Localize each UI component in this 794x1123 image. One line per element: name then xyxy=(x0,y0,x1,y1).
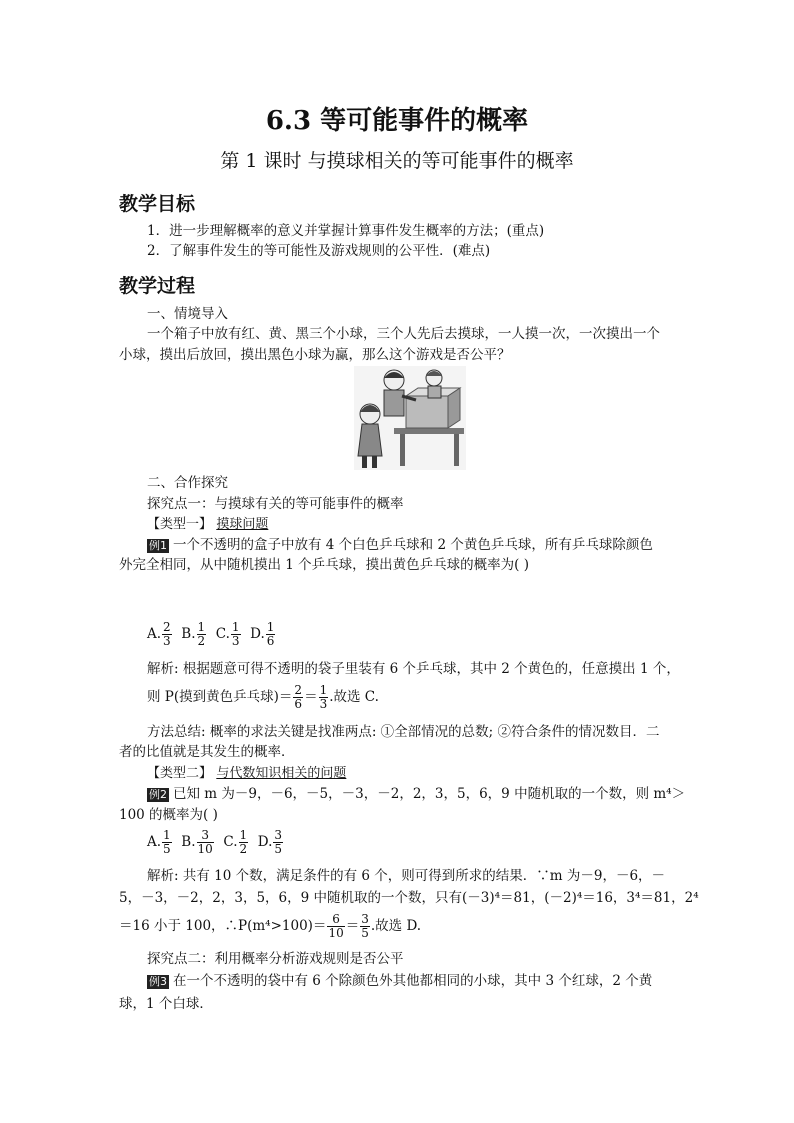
solution-1-line-1: 解析: 根据题意可得不透明的袋子里装有 6 个乒乓球，其中 2 个黄色的，任意摸出 1 个， xyxy=(147,661,680,677)
option-c-label: C. xyxy=(215,626,230,642)
intro-text-line-1: 一个箱子中放有红、黄、黑三个小球，三个人先后去摸球，一人摸一次，一次摸出一个 xyxy=(147,326,660,342)
option-b-label: B. xyxy=(181,626,196,642)
solution-2-text-b: .故选 D. xyxy=(370,918,422,934)
solution-2-fraction-2: $\frac{3}{5}$ xyxy=(361,912,369,940)
method-summary-line-2: 者的比值就是其发生的概率． xyxy=(119,744,295,760)
solution-2-fraction-1: $\frac{6}{10}$ xyxy=(328,912,344,940)
type-1-tag: 【类型一】 xyxy=(147,517,213,532)
example-3-line-2: 球，1 个白球． xyxy=(119,996,213,1012)
example-3-badge: 例3 xyxy=(149,975,167,988)
type-2-title: 与代数知识相关的问题 xyxy=(216,766,347,781)
solution-2-line-2: 5，－3，－2，2，3，5，6，9 中随机取的一个数，只有(－3)⁴＝81，(－2)⁴＝16，3⁴＝81，2⁴ xyxy=(119,890,699,906)
solution-2-line-1: 解析: 共有 10 个数，满足条件的有 6 个，则可得到所求的结果．∵m 为－9，－6，－ xyxy=(147,868,666,884)
example-2-line-2: 100 的概率为( ) xyxy=(119,807,218,823)
type-2-header xyxy=(147,764,346,783)
example-1-text: 一个不透明的盒子中放有 4 个白色乒乓球和 2 个黄色乒乓球，所有乒乓球除颜色 xyxy=(173,537,653,553)
option-c-fraction: $\frac{1}{2}$ xyxy=(239,828,248,856)
intro-text-line-2: 小球，摸出后放回，摸出黑色小球为赢，那么这个游戏是否公平？ xyxy=(119,347,511,363)
option-a-fraction: $\frac{2}{3}$ xyxy=(163,620,171,648)
children-drawing-ball-illustration xyxy=(354,366,466,470)
solution-1-fraction-2: $\frac{1}{3}$ xyxy=(319,683,328,711)
type-1-header xyxy=(147,515,268,534)
solution-1-line-2 xyxy=(147,684,379,711)
goal-item-1: 1．进一步理解概率的意义并掌握计算事件发生概率的方法；(重点) xyxy=(147,223,545,239)
option-b-fraction: $\frac{3}{10}$ xyxy=(197,828,213,856)
option-d-label: D. xyxy=(250,626,265,642)
example-3-text: 在一个不透明的袋中有 6 个除颜色外其他都相同的小球，其中 3 个红球，2 个黄 xyxy=(173,973,653,989)
explore-point-2: 探究点二：利用概率分析游戏规则是否公平 xyxy=(147,951,404,967)
option-c-label: C. xyxy=(223,834,238,850)
option-a-label: A. xyxy=(147,834,162,850)
option-a-fraction: $\frac{1}{5}$ xyxy=(163,828,171,856)
goal-item-2: 2．了解事件发生的等可能性及游戏规则的公平性．(难点) xyxy=(147,243,491,259)
solution-2-equals: ＝ xyxy=(345,918,360,934)
option-d-label: D. xyxy=(257,834,273,850)
goals-heading: 教学目标 xyxy=(119,193,196,215)
page-subtitle: 第 1 课时 与摸球相关的等可能事件的概率 xyxy=(220,150,574,172)
option-c-fraction: $\frac{1}{3}$ xyxy=(231,620,240,648)
solution-2-text-a: ＝16 小于 100，∴P(m⁴>100)＝ xyxy=(119,918,327,934)
example-1-line-2: 外完全相同，从中随机摸出 1 个乒乓球，摸出黄色乒乓球的概率为( ) xyxy=(119,557,529,573)
example-1-line-1 xyxy=(147,536,653,554)
example-1-badge: 例1 xyxy=(149,539,167,552)
example-2-badge: 例2 xyxy=(149,788,167,801)
page-title: 6.3 等可能事件的概率 xyxy=(265,106,529,136)
option-d-fraction: $\frac{3}{5}$ xyxy=(274,828,283,856)
option-b-fraction: $\frac{1}{2}$ xyxy=(197,620,206,648)
explore-point-1: 探究点一：与摸球有关的等可能事件的概率 xyxy=(147,496,404,512)
example-3-line-1 xyxy=(147,972,652,990)
type-1-title: 摸球问题 xyxy=(216,517,269,532)
process-heading: 教学过程 xyxy=(119,275,196,297)
section-explore-heading: 二、合作探究 xyxy=(147,475,228,491)
example-2-text: 已知 m 为－9，－6，－5，－3，－2，2，3，5，6，9 中随机取的一个数，则 m⁴＞ xyxy=(173,786,686,802)
example-1-options xyxy=(147,621,276,648)
option-a-label: A. xyxy=(147,626,162,642)
option-d-fraction: $\frac{1}{6}$ xyxy=(266,620,275,648)
option-b-label: B. xyxy=(181,834,196,850)
solution-2-line-3 xyxy=(119,913,421,940)
example-2-options xyxy=(147,829,284,856)
method-summary-line-1: 方法总结: 概率的求法关键是找准两点: ①全部情况的总数; ②符合条件的情况数目．二 xyxy=(147,724,660,740)
type-2-tag: 【类型二】 xyxy=(147,766,213,781)
solution-1-equals: ＝ xyxy=(304,689,318,705)
solution-1-text-a: 则 P(摸到黄色乒乓球)＝ xyxy=(147,689,293,705)
example-2-line-1 xyxy=(147,785,685,803)
section-intro-heading: 一、情境导入 xyxy=(147,306,228,322)
solution-1-fraction-1: $\frac{2}{6}$ xyxy=(294,683,303,711)
solution-1-text-b: .故选 C. xyxy=(329,689,379,705)
